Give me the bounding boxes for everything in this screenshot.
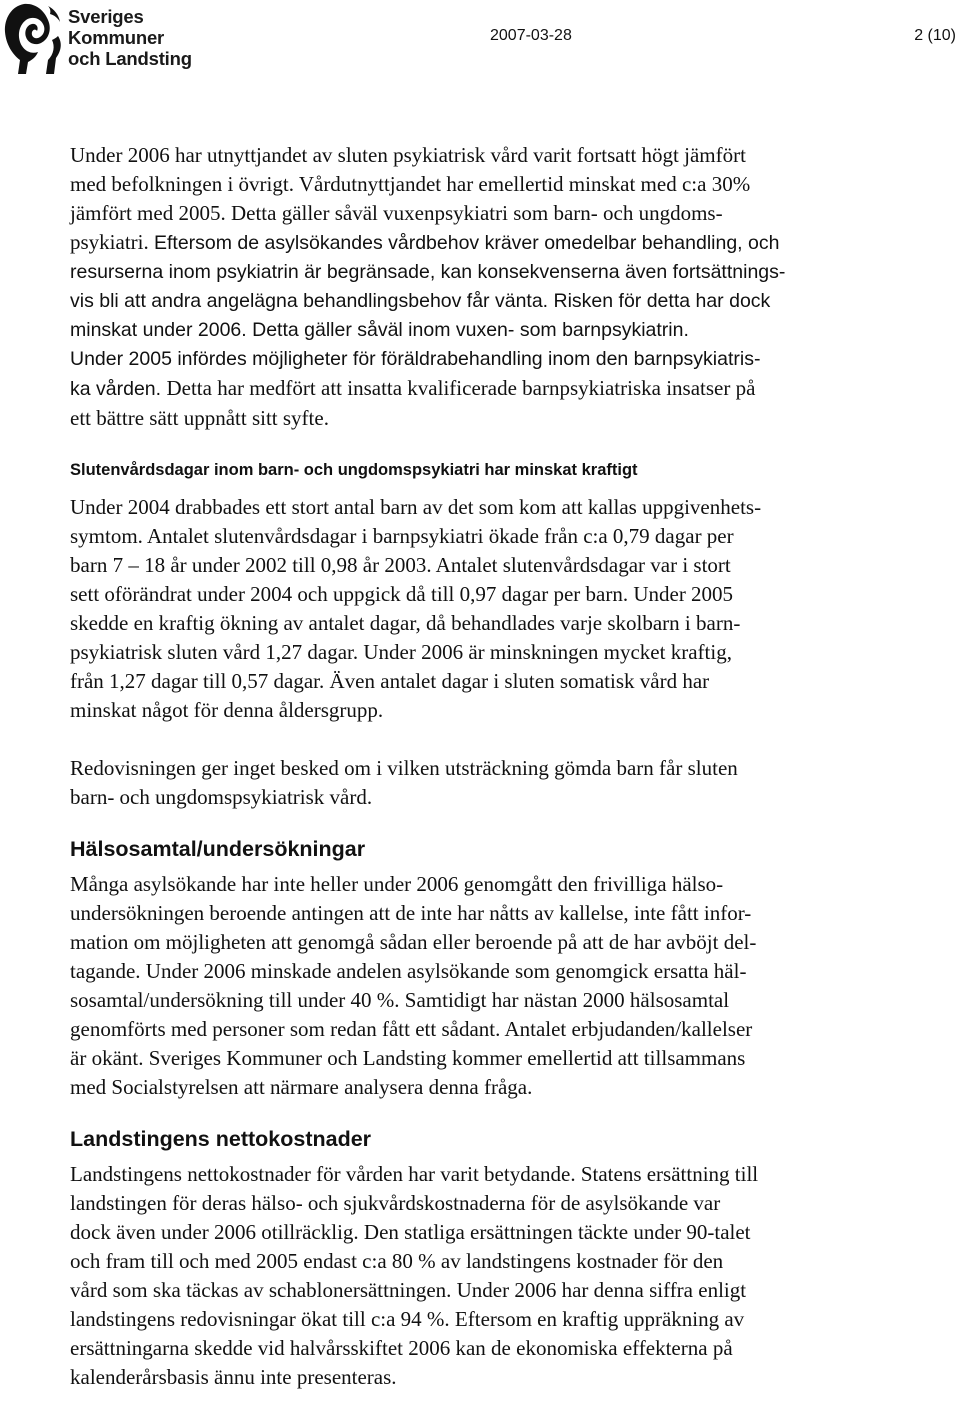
paragraph-line: med Socialstyrelsen att närmare analysera denna fråga. xyxy=(70,1075,533,1099)
paragraph-line: barn- och ungdomspsykiatrisk vård. xyxy=(70,785,373,809)
logo-line-3: och Landsting xyxy=(68,48,192,69)
paragraph-line: skedde en kraftig ökning av antalet dagar, då behandlades varje skolbarn i barn- xyxy=(70,611,741,635)
logo-line-2: Kommuner xyxy=(68,27,165,48)
paragraph-line: Många asylsökande har inte heller under 2006 genomgått den frivilliga hälso- xyxy=(70,872,724,896)
page-header xyxy=(0,0,960,80)
paragraph-line: Redovisningen ger inget besked om i vilken utsträckning gömda barn får sluten xyxy=(70,756,738,780)
paragraph-line: mation om möjligheten att genomgå sådan eller beroende på att de har avböjt del- xyxy=(70,930,757,954)
paragraph-line: Under 2006 har utnyttjandet av sluten psykiatrisk vård varit fortsatt högt jämfört xyxy=(70,143,746,167)
organization-logo xyxy=(2,0,192,76)
paragraph-line: jämfört med 2005. Detta gäller såväl vuxenpsykiatri som barn- och ungdoms- xyxy=(70,201,723,225)
paragraph-line: ersättningarna skedde vid halvårsskiftet 2006 kan de ekonomiska effekterna på xyxy=(70,1336,733,1360)
paragraph-line: landstingen för deras hälso- och sjukvårdskostnaderna för de asylsökande var xyxy=(70,1191,721,1215)
paragraph-line: Under 2005 infördes möjligheter för föräldrabehandling inom den barnpsykiatris- xyxy=(70,348,761,370)
paragraph-5 xyxy=(70,1160,915,1392)
paragraph-line: minskat något för denna åldersgrupp. xyxy=(70,698,384,722)
logo-wordmark xyxy=(68,6,192,69)
paragraph-line: tagande. Under 2006 minskade andelen asylsökande som genomgick ersatta häl- xyxy=(70,959,747,983)
paragraph-line xyxy=(70,374,915,404)
document-body xyxy=(70,141,915,1392)
section-heading-halsosamtal: Hälsosamtal/undersökningar xyxy=(70,837,366,861)
paragraph-line: och fram till och med 2005 endast c:a 80 % av landstingens kostnader för den xyxy=(70,1249,724,1273)
paragraph-line: minskat under 2006. Detta gäller såväl inom vuxen- som barnpsykiatrin. xyxy=(70,319,689,341)
paragraph-line: undersökningen beroende antingen att de inte har nåtts av kallelse, inte fått infor- xyxy=(70,901,752,925)
paragraph-line: psykiatrisk sluten vård 1,27 dagar. Under 2006 är minskningen mycket kraftig, xyxy=(70,640,732,664)
paragraph-line: vård som ska täckas av schablonersättningen. Under 2006 har denna siffra enligt xyxy=(70,1278,747,1302)
paragraph-line: vis bli att andra angelägna behandlingsbehov får vänta. Risken för detta har dock xyxy=(70,290,771,312)
paragraph-line: Under 2004 drabbades ett stort antal barn av det som kom att kallas uppgivenhets- xyxy=(70,495,762,519)
paragraph-fragment: Detta har medfört att insatta kvalificerade barnpsykiatriska insatser på xyxy=(166,376,756,400)
paragraph-line: är okänt. Sveriges Kommuner och Landsting kommer emellertid att tillsammans xyxy=(70,1046,746,1070)
paragraph-line: symtom. Antalet slutenvårdsdagar i barnpsykiatri ökade från c:a 0,79 dagar per xyxy=(70,524,734,548)
paragraph-line: ett bättre sätt uppnått sitt syfte. xyxy=(70,406,329,430)
paragraph-line: genomförts med personer som redan fått ett sådant. Antalet erbjudanden/kallelser xyxy=(70,1017,753,1041)
paragraph-line: kalenderårsbasis ännu inte presenteras. xyxy=(70,1365,397,1389)
paragraph-line: med befolkningen i övrigt. Vårdutnyttjandet har emellertid minskat med c:a 30% xyxy=(70,172,751,196)
paragraph-line: från 1,27 dagar till 0,57 dagar. Även antalet dagar i sluten somatisk vård har xyxy=(70,669,710,693)
section-subheading: Slutenvårdsdagar inom barn- och ungdomspsykiatri har minskat kraftigt xyxy=(70,461,638,479)
section-heading-nettokostnader: Landstingens nettokostnader xyxy=(70,1127,372,1151)
paragraph-line: barn 7 – 18 år under 2002 till 0,98 år 2003. Antalet slutenvårdsdagar var i stort xyxy=(70,553,731,577)
paragraph-line xyxy=(70,228,915,258)
paragraph-line: sosamtal/undersökning till under 40 %. Samtidigt har nästan 2000 hälsosamtal xyxy=(70,988,730,1012)
paragraph-fragment: Eftersom de asylsökandes vårdbehov kräver omedelbar behandling, och xyxy=(154,232,780,254)
paragraph-3 xyxy=(70,754,915,812)
paragraph-line: landstingens redovisningar ökat till c:a 94 %. Eftersom en kraftig uppräkning av xyxy=(70,1307,745,1331)
document-date: 2007-03-28 xyxy=(490,27,572,44)
paragraph-line: sett oförändrat under 2004 och uppgick då till 0,97 dagar per barn. Under 2005 xyxy=(70,582,734,606)
paragraph-2 xyxy=(70,493,915,725)
paragraph-line: Landstingens nettokostnader för vården har varit betydande. Statens ersättning till xyxy=(70,1162,759,1186)
logo-line-1: Sveriges xyxy=(68,6,144,27)
logo-emblem-icon xyxy=(2,0,66,76)
paragraph-line: resurserna inom psykiatrin är begränsade, kan konsekvenserna även fortsättnings- xyxy=(70,261,786,283)
paragraph-fragment: psykiatri. xyxy=(70,230,154,254)
paragraph-4 xyxy=(70,870,915,1102)
paragraph-line: dock även under 2006 otillräcklig. Den statliga ersättningen täckte under 90-talet xyxy=(70,1220,751,1244)
paragraph-fragment: ka vården. xyxy=(70,378,167,400)
page-number: 2 (10) xyxy=(914,27,956,44)
paragraph-1 xyxy=(70,141,915,433)
